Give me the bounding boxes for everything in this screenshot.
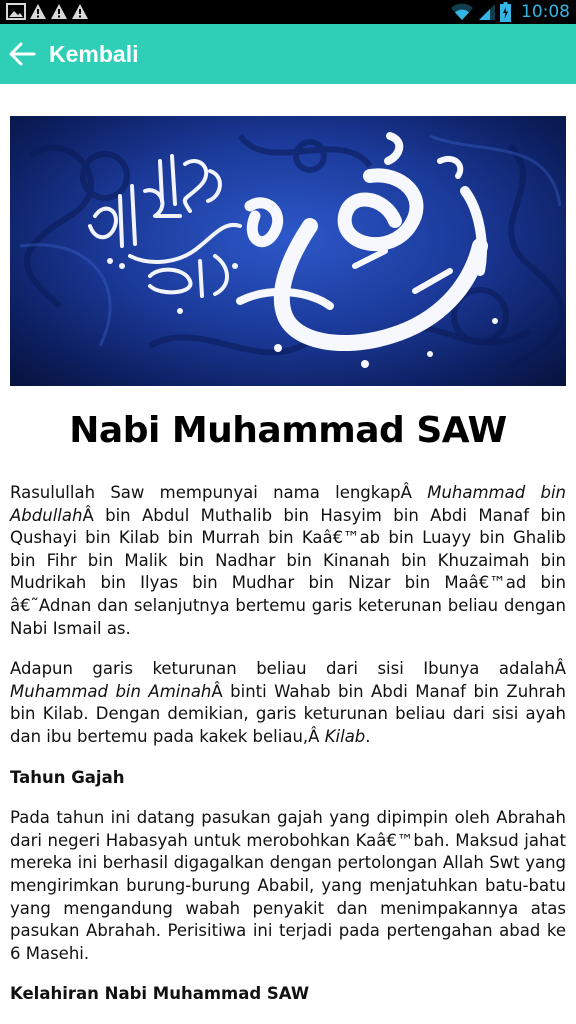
warning-icon xyxy=(50,3,68,20)
article-body xyxy=(10,482,566,1024)
article-view[interactable] xyxy=(0,84,576,1024)
warning-icon xyxy=(71,3,89,20)
calligraphy-image xyxy=(10,116,566,386)
back-label[interactable]: Kembali xyxy=(49,40,139,67)
arrow-left-icon xyxy=(8,42,36,66)
image-icon xyxy=(6,3,26,20)
paragraph: Adapun garis keturunan beliau dari sisi Ibunya adalahÂ Muhammad bin AminahÂ binti Wahab bin Abdi Manaf bin Zuhrah bin Kilab. Dengan demikian, garis keturunan beliau dari sisi ayah dan ibu bertemu pada kakek beliau,Â Kilab. xyxy=(10,659,566,746)
system-icons xyxy=(450,0,570,24)
signal-icon xyxy=(478,3,496,21)
section-heading-kelahiran: Kelahiran Nabi Muhammad SAW xyxy=(10,984,310,1004)
status-bar xyxy=(0,0,576,24)
emphasis-text: Muhammad bin Aminah xyxy=(10,681,212,701)
page-title: Nabi Muhammad SAW xyxy=(69,410,507,451)
warning-icon xyxy=(29,3,47,20)
app-bar xyxy=(0,24,576,84)
notification-icons xyxy=(6,3,89,20)
calligraphy-art xyxy=(10,116,566,386)
paragraph: Rasulullah Saw mempunyai nama lengkapÂ Muhammad bin AbdullahÂ bin Abdul Muthalib bin Hasyim bin Abdi Manaf bin Qushayi bin Kilab bin Murrah bin Kaâ€™ab bin Luayy bin Ghalib bin Fihr bin Malik bin Nadhar bin Kinanah bin Khuzaimah bin Mudrikah bin Ilyas bin Mudhar bin Nizar bin Maâ€™ad bin â€˜Adnan dan selanjutnya bertemu garis keterunan beliau dengan Nabi Ismail as. xyxy=(10,483,566,638)
section-heading-tahun-gajah: Tahun Gajah xyxy=(10,767,125,787)
status-time: 10:08 xyxy=(521,2,570,22)
paragraph: Pada tahun ini datang pasukan gajah yang dipimpin oleh Abrahah dari negeri Habasyah untuk merobohkan Kaâ€™bah. Maksud jahat mereka ini berhasil digagalkan dengan pertolongan Allah Swt yang mengirimkan burung-burung Ababil, yang menjatuhkan batu-batu yang mengandung wabah penyakit dan menimpakannya atas pasukan Abrahah. Perisitiwa ini terjadi pada pertengahan abad ke 6 Masehi. xyxy=(10,808,566,963)
wifi-icon xyxy=(450,3,474,21)
battery-icon xyxy=(500,2,511,22)
emphasis-text: Kilab xyxy=(324,726,366,746)
back-button[interactable] xyxy=(4,36,40,72)
emphasis-text: Muhammad bin Abdullah xyxy=(10,483,566,525)
